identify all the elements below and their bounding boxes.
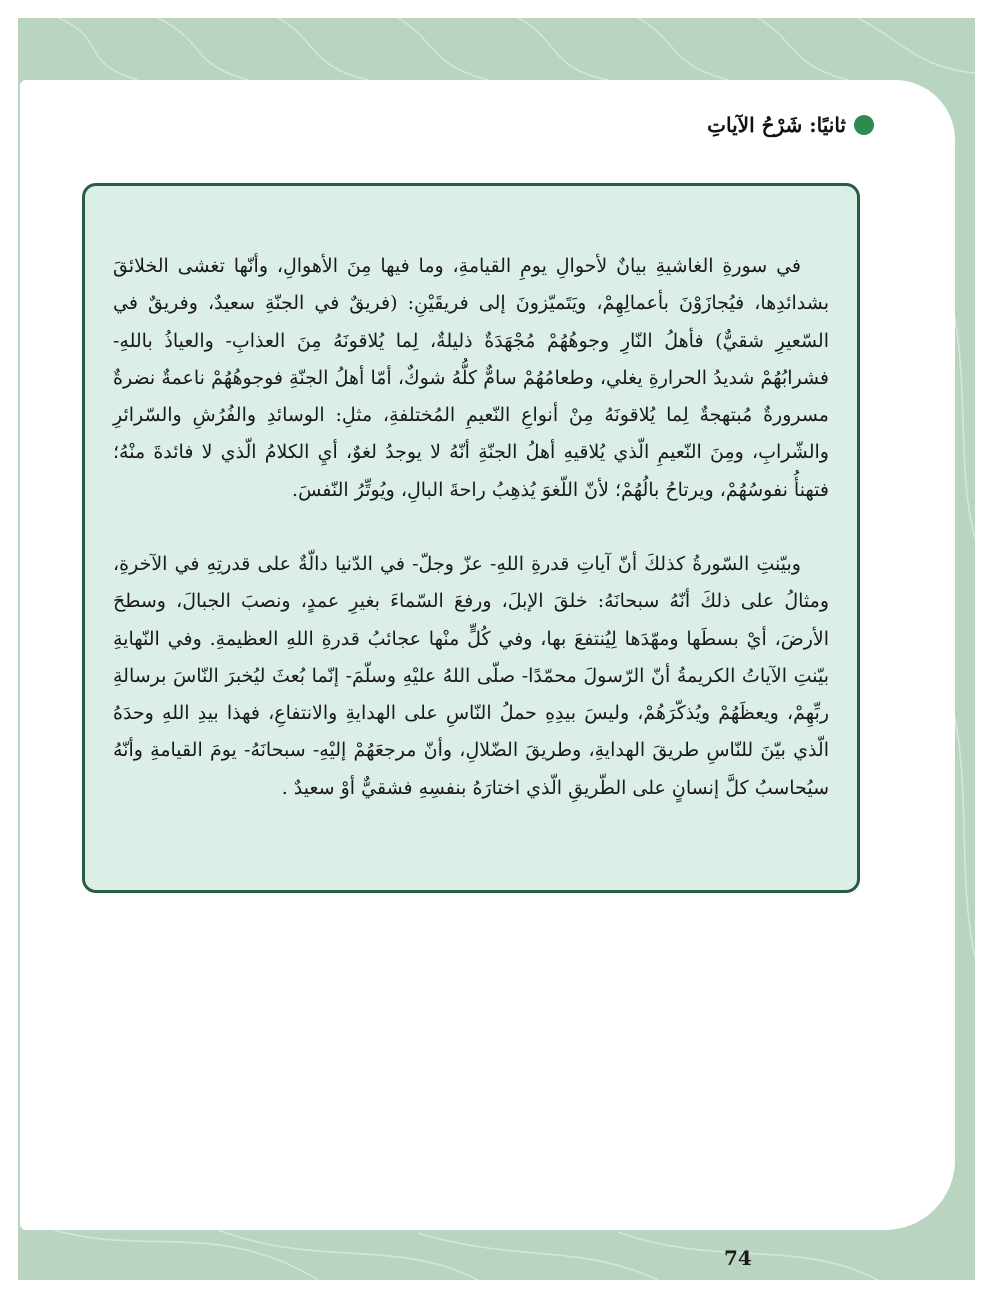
section-heading-text: ثانيًا: شَرْحُ الآياتِ	[707, 113, 846, 137]
explanation-box	[82, 183, 860, 893]
page-number: 74	[724, 1246, 752, 1270]
section-heading	[707, 113, 874, 137]
paragraph-1: في سورةِ الغاشيةِ بيانٌ لأحوالِ يومِ القيامةِ، وما فيها مِنَ الأهوالِ، وأنّها تغشى الخلائقَ بشدائدِها، فيُجازَوْنَ بأعمالِهِمْ، ويَتَميّزونَ إلى فريقَيْنِ: (فريقٌ في الجنّةِ سعيدٌ، وفريقٌ في السّعيرِ شقيٌّ) فأهلُ النّارِ وجوهُهُمْ مُجْهَدَةٌ ذليلةٌ، لِما يُلاقونَهُ مِنَ العذابِ- والعياذُ باللهِ- فشرابُهُمْ شديدُ الحرارةِ يغلي، وطعامُهُمْ سامٌّ كلُّهُ شوكٌ، أمّا أهلُ الجنّةِ فوجوهُهُمْ ناعمةٌ نضرةٌ مسرورةٌ مُبتهجةٌ لِما يُلاقونَهُ مِنْ أنواعِ النّعيمِ المُختلفةِ، مثلِ: الوسائدِ والفُرُشِ والسّرائرِ والشّرابِ، ومِنَ النّعيمِ الّذي يُلاقيهِ أهلُ الجنّةِ أنّهُ لا يوجدُ لغوٌ، أيِ الكلامُ الّذي لا فائدةَ منْهُ؛ فتهنأُ نفوسُهُمْ، ويرتاحُ بالُهُمْ؛ لأنّ اللّغوَ يُذهِبُ راحةَ البالِ، ويُوتِّرُ النّفسَ.	[113, 255, 829, 501]
paragraph-2: وبيّنتِ السّورةُ كذلكَ أنّ آياتِ قدرةِ اللهِ- عزّ وجلّ- في الدّنيا دالّةٌ على قدرتِهِ في الآخرةِ، ومثالُ على ذلكَ أنّهُ سبحانَهُ: خلقَ الإبلَ، ورفعَ السّماءَ بغيرِ عمدٍ، ونصبَ الجبالَ، وسطحَ الأرضَ، أيْ بسطَها ومهّدَها لِيُنتفعَ بها، وفي كُلٍّ منْها عجائبُ قدرةِ اللهِ العظيمةِ. وفي النّهايةِ بيّنتِ الآياتُ الكريمةُ أنّ الرّسولَ محمّدًا- صلّى اللهُ عليْهِ وسلّمَ- إنّما بُعثَ ليُخبرَ النّاسَ برسالةِ ربِّهِمْ، ويعظَهُمْ ويُذكّرَهُمْ، وليسَ بيدِهِ حملُ النّاسِ على الهدايةِ والانتفاعِ، فهذا بيدِ اللهِ وحدَهُ الّذي بيّنَ للنّاسِ طريقَ الهدايةِ، وطريقَ الضّلالِ، وأنّ مرجعَهُمْ إليْهِ- سبحانَهُ- يومَ القيامةِ وأنّهُ سيُحاسبُ كلَّ إنسانٍ على الطّريقِ الّذي اختارَهُ بنفسِهِ فشقيٌّ أوْ سعيدٌ .	[113, 553, 829, 799]
green-bullet-icon	[854, 115, 874, 135]
